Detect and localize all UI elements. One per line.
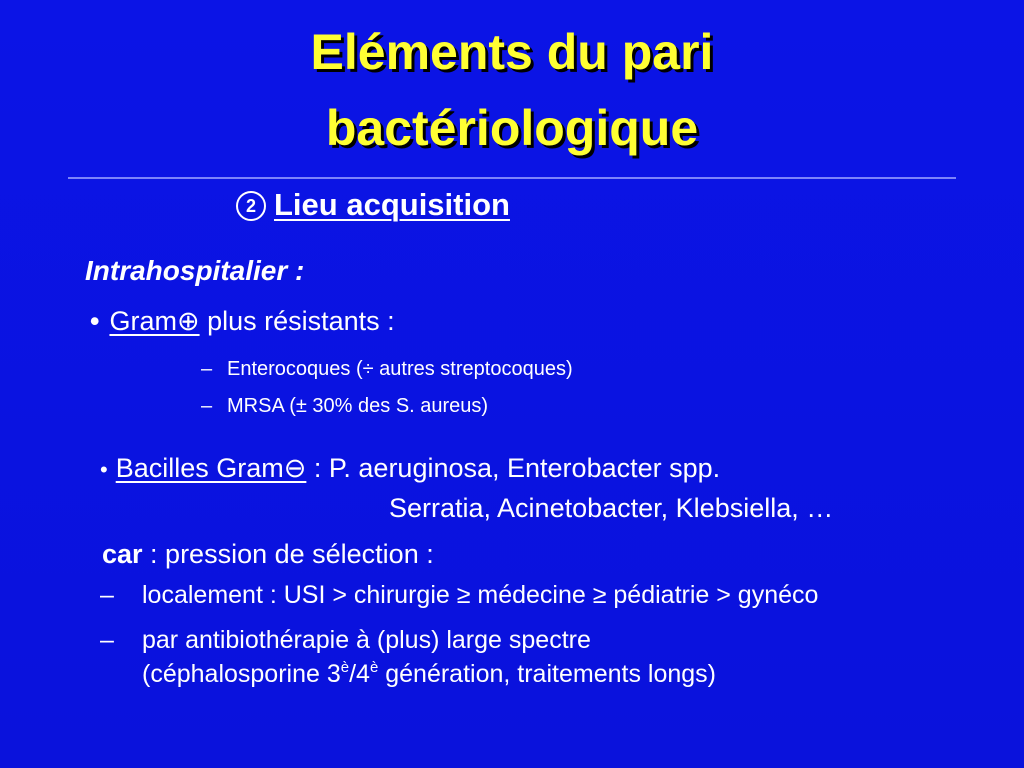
- reason-text: : pression de sélection :: [142, 539, 434, 569]
- dash-item-text: localement : USI > chirurgie ≥ médecine ≥ pédiatrie > gynéco: [142, 581, 819, 609]
- continuation-text-pre: (céphalosporine 3: [142, 660, 341, 688]
- superscript-1: è: [340, 659, 350, 676]
- circled-number-badge: 2: [236, 191, 266, 221]
- slide-title-line-1: Eléments du pari: [310, 24, 714, 80]
- gram-negative-label: Bacilles Gram⊖: [115, 453, 307, 483]
- dash-item-localement: [100, 578, 818, 612]
- continuation-text-mid: /4: [349, 660, 370, 688]
- dash-marker: –: [201, 358, 213, 380]
- subheading-label: Lieu acquisition: [274, 187, 510, 222]
- bullet-gram-negative-text: : P. aeruginosa, Enterobacter spp.: [306, 453, 721, 483]
- sub-item-mrsa: [201, 393, 488, 419]
- sub-item-text: Enterocoques (÷ autres streptocoques): [227, 358, 573, 380]
- dash-marker: –: [100, 626, 114, 654]
- bullet-gram-negative: [100, 450, 720, 488]
- subheading: [236, 186, 510, 224]
- title-divider: [68, 177, 956, 179]
- continuation-text-post: génération, traitements longs): [378, 660, 716, 688]
- reason-keyword: car: [102, 539, 143, 569]
- superscript-2: è: [369, 659, 379, 676]
- sub-item-text: MRSA (± 30% des S. aureus): [227, 395, 489, 417]
- bullet-dot-icon: •: [100, 457, 108, 482]
- dash-item-antibiotherapie-continuation: [142, 657, 716, 691]
- slide-title-line-2: bactériologique: [325, 100, 699, 156]
- gram-positive-label: Gram⊕: [109, 306, 200, 336]
- dash-item-text: par antibiothérapie à (plus) large spectre: [142, 626, 591, 654]
- bullet-gram-negative-continuation: Serratia, Acinetobacter, Klebsiella, …: [389, 493, 834, 523]
- bullet-gram-positive: [90, 303, 395, 339]
- sub-item-enterocoques: [201, 356, 573, 382]
- dash-marker: –: [201, 395, 213, 417]
- reason-line: [102, 536, 434, 572]
- dash-marker: –: [100, 581, 114, 609]
- bullet-dot-icon: •: [90, 306, 100, 336]
- dash-item-antibiotherapie: [100, 623, 591, 657]
- section-label: Intrahospitalier :: [85, 255, 305, 286]
- bullet-gram-positive-text: plus résistants :: [199, 306, 395, 336]
